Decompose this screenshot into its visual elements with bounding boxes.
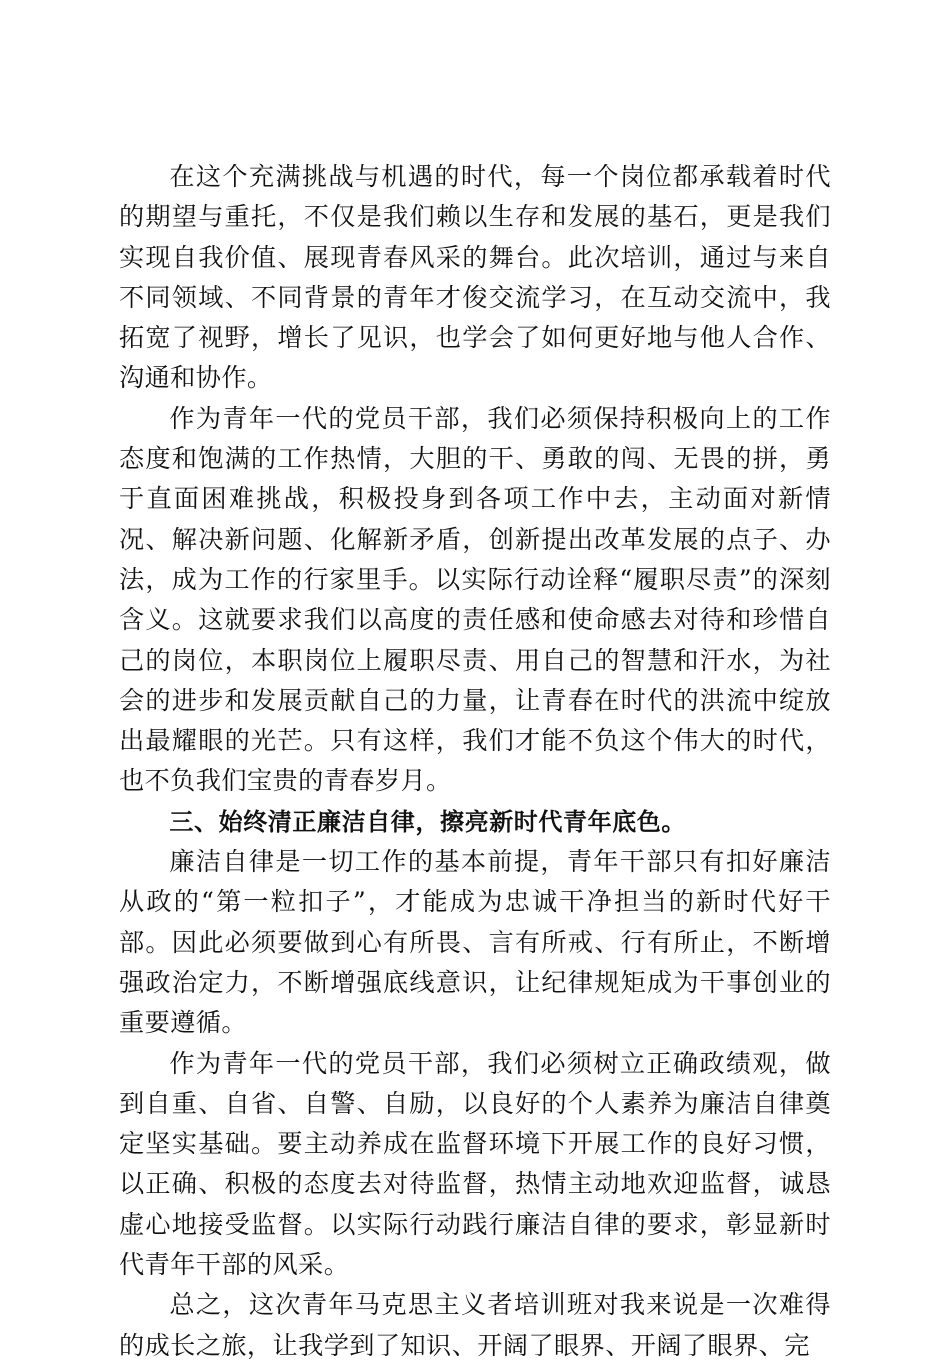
body-paragraph: 总之，这次青年马克思主义者培训班对我来说是一次难得的成长之旅，让我学到了知识、开阔了眼界、开阔了眼界、完 [119, 1290, 831, 1360]
document-page [119, 157, 831, 1366]
body-paragraph: 作为青年一代的党员干部，我们必须保持积极向上的工作态度和饱满的工作热情，大胆的干、勇敢的闯、无畏的拼，勇于直面困难挑战，积极投身到各项工作中去，主动面对新情况、解决新问题、化解新矛盾，创新提出改革发展的点子、办法，成为工作的行家里手。以实际行动诠释“履职尽责”的深刻含义。这就要求我们以高度的责任感和使命感去对待和珍惜自己的岗位，本职岗位上履职尽责、用自己的智慧和汗水，为社会的进步和发展贡献自己的力量，让青春在时代的洪流中绽放出最耀眼的光芒。只有这样，我们才能不负这个伟大的时代，也不负我们宝贵的青春岁月。 [119, 403, 831, 796]
body-paragraph: 在这个充满挑战与机遇的时代，每一个岗位都承载着时代的期望与重托，不仅是我们赖以生存和发展的基石，更是我们实现自我价值、展现青春风采的舞台。此次培训，通过与来自不同领域、不同背景的青年才俊交流学习，在互动交流中，我拓宽了视野，增长了见识，也学会了如何更好地与他人合作、沟通和协作。 [119, 162, 831, 393]
section-heading: 三、始终清正廉洁自律，擦亮新时代青年底色。 [169, 807, 686, 836]
body-paragraph: 廉洁自律是一切工作的基本前提，青年干部只有扣好廉洁从政的“第一粒扣子”，才能成为忠诚干净担当的新时代好干部。因此必须要做到心有所畏、言有所戒、行有所止，不断增强政治定力，不断增强底线意识，让纪律规矩成为干事创业的重要遵循。 [119, 847, 831, 1038]
body-paragraph: 作为青年一代的党员干部，我们必须树立正确政绩观，做到自重、自省、自警、自励，以良好的个人素养为廉洁自律奠定坚实基础。要主动养成在监督环境下开展工作的良好习惯，以正确、积极的态度去对待监督，热情主动地欢迎监督，诚恳虚心地接受监督。以实际行动践行廉洁自律的要求，彰显新时代青年干部的风采。 [119, 1048, 831, 1280]
